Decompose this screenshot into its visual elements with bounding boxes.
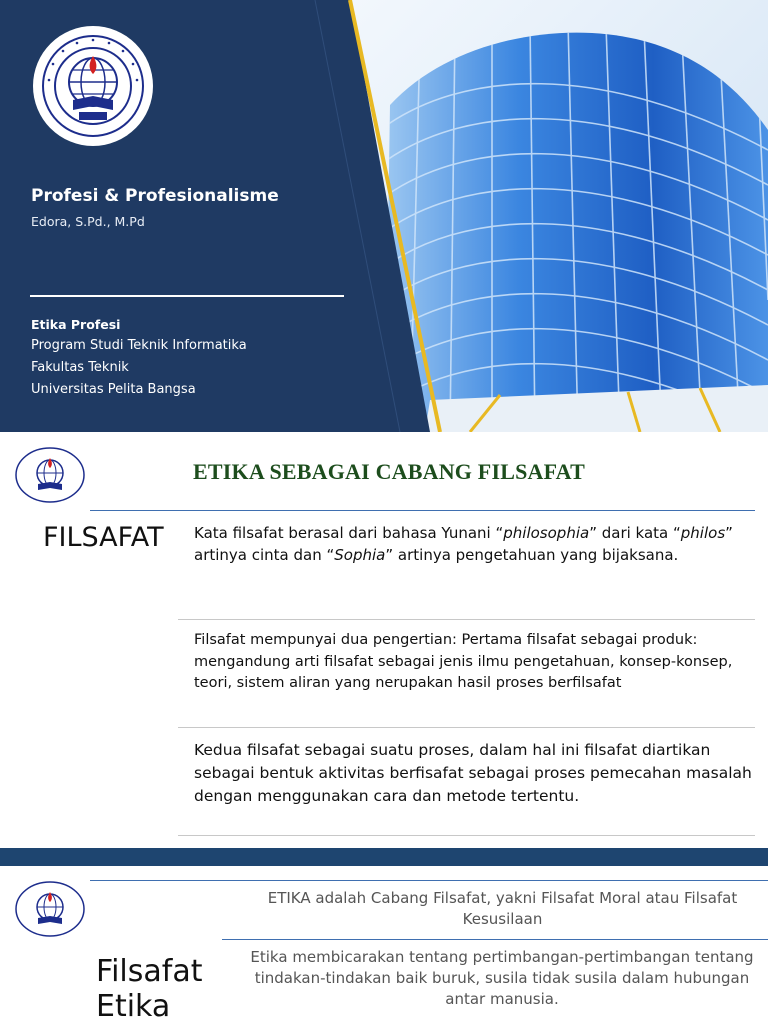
divider [30, 295, 344, 297]
author-name: Edora, S.Pd., M.Pd [31, 214, 145, 229]
slide-title: ETIKA SEBAGAI CABANG FILSAFAT [193, 459, 585, 484]
separator [178, 727, 755, 728]
paragraph-second-meaning: Kedua filsafat sebagai suatu proses, dalam hal ini filsafat diartikan sebagai bentuk aktivitas berfisafat sebagai proses pemecahan masalah dengan menggunakan cara dan metode tertentu. [194, 741, 752, 805]
title-slide [0, 0, 768, 432]
logo-emblem-icon [33, 26, 153, 146]
title-rule [90, 510, 755, 511]
university-name: Universitas Pelita Bangsa [31, 382, 196, 397]
program-name: Program Studi Teknik Informatika [31, 338, 247, 353]
text-run: ” dari kata “ [589, 524, 681, 542]
separator [178, 619, 755, 620]
section-label [96, 954, 202, 1024]
paragraph-etika-definition: ETIKA adalah Cabang Filsafat, yakni Filsafat Moral atau Filsafat Kesusilaan [267, 889, 738, 928]
italic-term: philos [680, 524, 726, 542]
small-logo-icon [14, 880, 86, 938]
paragraph-definition [194, 522, 754, 566]
faculty-name: Fakultas Teknik [31, 360, 129, 375]
course-name: Etika Profesi [31, 317, 121, 332]
label-line: Filsafat [96, 954, 203, 989]
italic-term: Sophia [334, 546, 386, 564]
paragraph-etika-topics: Etika membicarakan tentang pertimbangan-pertimbangan tentang tindakan-tindakan baik buruk, susila tidak susila dalam hubungan antar manusia. [250, 948, 754, 1008]
filsafat-slide [0, 432, 768, 848]
paragraph-first-meaning: Filsafat mempunyai dua pengertian: Pertama filsafat sebagai produk: mengandung arti filsafat sebagai jenis ilmu pengetahuan, konsep-konsep, teori, sistem aliran yang nerupakan hasil proses berfilsafat [194, 632, 733, 691]
text-run: Kata filsafat berasal dari bahasa Yunani “ [194, 524, 504, 542]
university-logo [33, 26, 153, 146]
separator [178, 835, 755, 836]
section-label: FILSAFAT [43, 522, 164, 553]
presentation-title: Profesi & Profesionalisme [31, 186, 279, 206]
filsafat-etika-slide [0, 866, 768, 1024]
italic-term: philosophia [503, 524, 590, 542]
slide-divider-band [0, 848, 768, 866]
text-run: ” artinya pengetahuan yang bijaksana. [385, 546, 679, 564]
text-run: ” artinya cinta dan “ [194, 524, 733, 564]
separator [222, 939, 768, 940]
title-rule [90, 880, 768, 881]
label-line: Etika [96, 989, 171, 1024]
